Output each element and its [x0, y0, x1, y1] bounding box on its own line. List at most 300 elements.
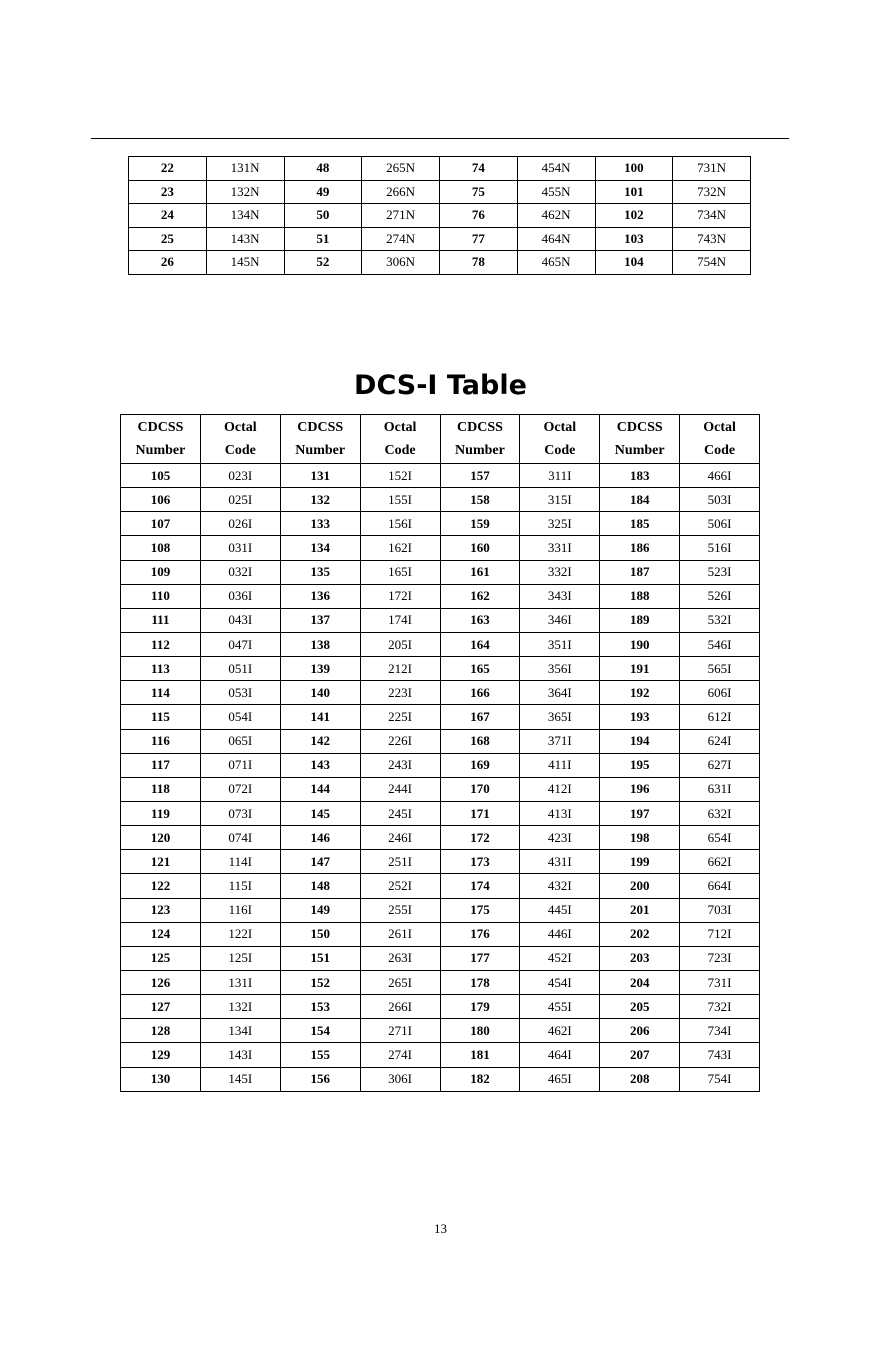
header-line-2: Code — [224, 443, 256, 458]
table-row — [121, 850, 760, 874]
octal-code-cell: 205I — [360, 632, 440, 656]
octal-code-cell: 731I — [680, 970, 760, 994]
header-line-1: Octal — [383, 420, 417, 435]
cdcss-number-cell: 115 — [121, 705, 201, 729]
octal-code-cell: 516I — [680, 536, 760, 560]
cdcss-number-cell: 102 — [595, 204, 673, 228]
cdcss-number-cell: 160 — [440, 536, 520, 560]
table-row — [121, 464, 760, 488]
table-row — [121, 777, 760, 801]
dcs-i-table — [120, 414, 760, 1092]
cdcss-number-cell: 197 — [600, 801, 680, 825]
octal-code-cell: 174I — [360, 608, 440, 632]
octal-code-cell: 754I — [680, 1067, 760, 1091]
cdcss-number-cell: 22 — [129, 157, 207, 181]
table-row — [121, 560, 760, 584]
cdcss-number-cell: 191 — [600, 657, 680, 681]
octal-code-cell: 654I — [680, 826, 760, 850]
table-row — [121, 584, 760, 608]
octal-code-cell: 245I — [360, 801, 440, 825]
cdcss-number-cell: 74 — [440, 157, 518, 181]
octal-code-cell: 074I — [200, 826, 280, 850]
header-line-1: Octal — [703, 420, 736, 435]
octal-code-cell: 454N — [517, 157, 595, 181]
octal-code-cell: 412I — [520, 777, 600, 801]
cdcss-number-cell: 173 — [440, 850, 520, 874]
table-row — [129, 157, 751, 181]
cdcss-number-cell: 25 — [129, 227, 207, 251]
octal-code-cell: 032I — [200, 560, 280, 584]
table-row — [121, 512, 760, 536]
table-row — [129, 251, 751, 275]
cdcss-number-cell: 103 — [595, 227, 673, 251]
octal-code-cell: 734I — [680, 1019, 760, 1043]
octal-code-cell: 351I — [520, 632, 600, 656]
cdcss-number-cell: 141 — [280, 705, 360, 729]
octal-code-cell: 162I — [360, 536, 440, 560]
octal-code-cell: 732I — [680, 995, 760, 1019]
table-row — [121, 826, 760, 850]
table-row — [121, 1067, 760, 1091]
octal-code-cell: 266N — [362, 180, 440, 204]
cdcss-number-cell: 48 — [284, 157, 362, 181]
octal-code-cell: 734N — [673, 204, 751, 228]
octal-code-cell: 047I — [200, 632, 280, 656]
octal-code-cell: 365I — [520, 705, 600, 729]
cdcss-number-cell: 145 — [280, 801, 360, 825]
octal-code-cell: 255I — [360, 898, 440, 922]
octal-code-cell: 445I — [520, 898, 600, 922]
cdcss-number-cell: 177 — [440, 946, 520, 970]
octal-code-cell: 132N — [206, 180, 284, 204]
cdcss-number-cell: 150 — [280, 922, 360, 946]
octal-code-cell: 454I — [520, 970, 600, 994]
cdcss-number-cell: 50 — [284, 204, 362, 228]
cdcss-number-cell: 137 — [280, 608, 360, 632]
cdcss-number-header — [121, 415, 201, 464]
octal-code-cell: 131I — [200, 970, 280, 994]
cdcss-number-cell: 142 — [280, 729, 360, 753]
cdcss-number-cell: 119 — [121, 801, 201, 825]
octal-code-cell: 051I — [200, 657, 280, 681]
cdcss-number-cell: 202 — [600, 922, 680, 946]
table-row — [129, 227, 751, 251]
table-row — [121, 922, 760, 946]
cdcss-number-cell: 105 — [121, 464, 201, 488]
cdcss-number-cell: 154 — [280, 1019, 360, 1043]
cdcss-number-cell: 170 — [440, 777, 520, 801]
cdcss-number-cell: 205 — [600, 995, 680, 1019]
octal-code-cell: 325I — [520, 512, 600, 536]
cdcss-number-cell: 195 — [600, 753, 680, 777]
cdcss-number-cell: 200 — [600, 874, 680, 898]
cdcss-number-cell: 159 — [440, 512, 520, 536]
octal-code-cell: 565I — [680, 657, 760, 681]
cdcss-number-cell: 152 — [280, 970, 360, 994]
cdcss-number-cell: 107 — [121, 512, 201, 536]
cdcss-number-cell: 146 — [280, 826, 360, 850]
octal-code-cell: 503I — [680, 488, 760, 512]
octal-code-cell: 532I — [680, 608, 760, 632]
page-number: 13 — [434, 1221, 447, 1236]
octal-code-cell: 226I — [360, 729, 440, 753]
octal-code-cell: 413I — [520, 801, 600, 825]
cdcss-number-cell: 140 — [280, 681, 360, 705]
dcs-i-table-title: DCS-I Table — [354, 370, 527, 401]
octal-code-cell: 116I — [200, 898, 280, 922]
table-row — [129, 180, 751, 204]
octal-code-cell: 043I — [200, 608, 280, 632]
octal-code-cell: 065I — [200, 729, 280, 753]
header-line-2: Code — [704, 443, 736, 458]
cdcss-number-cell: 147 — [280, 850, 360, 874]
octal-code-cell: 054I — [200, 705, 280, 729]
octal-code-cell: 466I — [680, 464, 760, 488]
cdcss-number-cell: 129 — [121, 1043, 201, 1067]
octal-code-cell: 114I — [200, 850, 280, 874]
cdcss-number-cell: 166 — [440, 681, 520, 705]
octal-code-cell: 465I — [520, 1067, 600, 1091]
octal-code-cell: 145N — [206, 251, 284, 275]
cdcss-number-cell: 111 — [121, 608, 201, 632]
header-line-1: CDCSS — [456, 420, 503, 435]
table-row — [121, 801, 760, 825]
cdcss-number-cell: 143 — [280, 753, 360, 777]
cdcss-number-cell: 122 — [121, 874, 201, 898]
octal-code-cell: 332I — [520, 560, 600, 584]
octal-code-cell: 071I — [200, 753, 280, 777]
cdcss-number-cell: 156 — [280, 1067, 360, 1091]
octal-code-cell: 446I — [520, 922, 600, 946]
table-row — [121, 657, 760, 681]
cdcss-number-cell: 206 — [600, 1019, 680, 1043]
cdcss-number-cell: 179 — [440, 995, 520, 1019]
cdcss-number-cell: 114 — [121, 681, 201, 705]
octal-code-cell: 627I — [680, 753, 760, 777]
cdcss-number-cell: 120 — [121, 826, 201, 850]
header-line-1: CDCSS — [137, 420, 184, 435]
cdcss-number-cell: 204 — [600, 970, 680, 994]
cdcss-number-cell: 178 — [440, 970, 520, 994]
octal-code-cell: 311I — [520, 464, 600, 488]
octal-code-cell: 411I — [520, 753, 600, 777]
cdcss-number-cell: 110 — [121, 584, 201, 608]
cdcss-number-cell: 116 — [121, 729, 201, 753]
octal-code-cell: 265N — [362, 157, 440, 181]
octal-code-cell: 743I — [680, 1043, 760, 1067]
cdcss-number-cell: 201 — [600, 898, 680, 922]
octal-code-cell: 122I — [200, 922, 280, 946]
octal-code-cell: 266I — [360, 995, 440, 1019]
octal-code-cell: 172I — [360, 584, 440, 608]
header-line-2: Number — [295, 443, 346, 458]
cdcss-number-cell: 123 — [121, 898, 201, 922]
octal-code-cell: 431I — [520, 850, 600, 874]
cdcss-number-cell: 148 — [280, 874, 360, 898]
cdcss-number-cell: 207 — [600, 1043, 680, 1067]
octal-code-cell: 145I — [200, 1067, 280, 1091]
cdcss-number-cell: 183 — [600, 464, 680, 488]
cdcss-number-cell: 124 — [121, 922, 201, 946]
octal-code-cell: 662I — [680, 850, 760, 874]
octal-code-cell: 263I — [360, 946, 440, 970]
cdcss-number-cell: 121 — [121, 850, 201, 874]
cdcss-number-cell: 109 — [121, 560, 201, 584]
table-row — [121, 874, 760, 898]
cdcss-number-cell: 199 — [600, 850, 680, 874]
cdcss-number-cell: 161 — [440, 560, 520, 584]
octal-code-cell: 165I — [360, 560, 440, 584]
cdcss-number-cell: 149 — [280, 898, 360, 922]
cdcss-number-cell: 181 — [440, 1043, 520, 1067]
octal-code-cell: 244I — [360, 777, 440, 801]
cdcss-number-cell: 136 — [280, 584, 360, 608]
cdcss-number-cell: 198 — [600, 826, 680, 850]
cdcss-number-cell: 208 — [600, 1067, 680, 1091]
cdcss-number-header — [440, 415, 520, 464]
table-row — [121, 970, 760, 994]
octal-code-cell: 754N — [673, 251, 751, 275]
cdcss-number-cell: 194 — [600, 729, 680, 753]
octal-code-cell: 346I — [520, 608, 600, 632]
cdcss-number-cell: 125 — [121, 946, 201, 970]
octal-code-cell: 265I — [360, 970, 440, 994]
cdcss-number-cell: 196 — [600, 777, 680, 801]
cdcss-number-cell: 187 — [600, 560, 680, 584]
octal-code-header — [200, 415, 280, 464]
header-line-1: CDCSS — [297, 420, 344, 435]
dcs-i-table-body — [121, 464, 760, 1092]
octal-code-cell: 143I — [200, 1043, 280, 1067]
octal-code-cell: 712I — [680, 922, 760, 946]
octal-code-cell: 432I — [520, 874, 600, 898]
octal-code-cell: 156I — [360, 512, 440, 536]
cdcss-number-cell: 175 — [440, 898, 520, 922]
octal-code-cell: 664I — [680, 874, 760, 898]
cdcss-number-cell: 184 — [600, 488, 680, 512]
cdcss-number-header — [280, 415, 360, 464]
cdcss-number-cell: 162 — [440, 584, 520, 608]
cdcss-number-cell: 188 — [600, 584, 680, 608]
cdcss-number-cell: 164 — [440, 632, 520, 656]
octal-code-cell: 624I — [680, 729, 760, 753]
octal-code-cell: 455I — [520, 995, 600, 1019]
octal-code-cell: 152I — [360, 464, 440, 488]
octal-code-cell: 632I — [680, 801, 760, 825]
table-row — [129, 204, 751, 228]
cdcss-number-cell: 157 — [440, 464, 520, 488]
octal-code-cell: 743N — [673, 227, 751, 251]
octal-code-cell: 246I — [360, 826, 440, 850]
cdcss-number-cell: 151 — [280, 946, 360, 970]
dcs-n-table-body — [129, 157, 751, 275]
cdcss-number-header — [600, 415, 680, 464]
cdcss-number-cell: 128 — [121, 1019, 201, 1043]
cdcss-number-cell: 189 — [600, 608, 680, 632]
octal-code-cell: 723I — [680, 946, 760, 970]
cdcss-number-cell: 135 — [280, 560, 360, 584]
octal-code-cell: 306I — [360, 1067, 440, 1091]
octal-code-header — [360, 415, 440, 464]
cdcss-number-cell: 77 — [440, 227, 518, 251]
cdcss-number-cell: 190 — [600, 632, 680, 656]
octal-code-cell: 025I — [200, 488, 280, 512]
table-row — [121, 681, 760, 705]
octal-code-cell: 356I — [520, 657, 600, 681]
octal-code-cell: 465N — [517, 251, 595, 275]
cdcss-number-cell: 172 — [440, 826, 520, 850]
header-line-2: Number — [614, 443, 665, 458]
cdcss-number-cell: 126 — [121, 970, 201, 994]
octal-code-cell: 315I — [520, 488, 600, 512]
cdcss-number-cell: 134 — [280, 536, 360, 560]
octal-code-cell: 274N — [362, 227, 440, 251]
octal-code-header — [680, 415, 760, 464]
octal-code-cell: 225I — [360, 705, 440, 729]
octal-code-cell: 731N — [673, 157, 751, 181]
octal-code-cell: 455N — [517, 180, 595, 204]
cdcss-number-cell: 132 — [280, 488, 360, 512]
cdcss-number-cell: 78 — [440, 251, 518, 275]
cdcss-number-cell: 76 — [440, 204, 518, 228]
octal-code-cell: 423I — [520, 826, 600, 850]
cdcss-number-cell: 158 — [440, 488, 520, 512]
octal-code-cell: 523I — [680, 560, 760, 584]
header-rule — [91, 138, 789, 139]
octal-code-cell: 125I — [200, 946, 280, 970]
octal-code-cell: 131N — [206, 157, 284, 181]
octal-code-cell: 343I — [520, 584, 600, 608]
octal-code-cell: 371I — [520, 729, 600, 753]
octal-code-cell: 132I — [200, 995, 280, 1019]
octal-code-cell: 251I — [360, 850, 440, 874]
cdcss-number-cell: 139 — [280, 657, 360, 681]
cdcss-number-cell: 185 — [600, 512, 680, 536]
octal-code-cell: 271I — [360, 1019, 440, 1043]
cdcss-number-cell: 167 — [440, 705, 520, 729]
cdcss-number-cell: 138 — [280, 632, 360, 656]
octal-code-cell: 306N — [362, 251, 440, 275]
octal-code-cell: 031I — [200, 536, 280, 560]
octal-code-cell: 364I — [520, 681, 600, 705]
cdcss-number-cell: 101 — [595, 180, 673, 204]
cdcss-number-cell: 112 — [121, 632, 201, 656]
cdcss-number-cell: 176 — [440, 922, 520, 946]
header-line-1: Octal — [543, 420, 577, 435]
octal-code-cell: 462I — [520, 1019, 600, 1043]
table-row — [121, 705, 760, 729]
octal-code-cell: 464N — [517, 227, 595, 251]
octal-code-cell: 023I — [200, 464, 280, 488]
header-line-2: Number — [455, 443, 505, 458]
octal-code-cell: 026I — [200, 512, 280, 536]
cdcss-number-cell: 133 — [280, 512, 360, 536]
octal-code-cell: 243I — [360, 753, 440, 777]
cdcss-number-cell: 163 — [440, 608, 520, 632]
cdcss-number-cell: 180 — [440, 1019, 520, 1043]
octal-code-cell: 053I — [200, 681, 280, 705]
cdcss-number-cell: 169 — [440, 753, 520, 777]
octal-code-cell: 134I — [200, 1019, 280, 1043]
octal-code-cell: 464I — [520, 1043, 600, 1067]
cdcss-number-cell: 100 — [595, 157, 673, 181]
octal-code-cell: 134N — [206, 204, 284, 228]
octal-code-cell: 631I — [680, 777, 760, 801]
octal-code-cell: 274I — [360, 1043, 440, 1067]
cdcss-number-cell: 144 — [280, 777, 360, 801]
cdcss-number-cell: 182 — [440, 1067, 520, 1091]
cdcss-number-cell: 168 — [440, 729, 520, 753]
octal-code-cell: 073I — [200, 801, 280, 825]
cdcss-number-cell: 26 — [129, 251, 207, 275]
octal-code-cell: 606I — [680, 681, 760, 705]
octal-code-cell: 261I — [360, 922, 440, 946]
octal-code-cell: 452I — [520, 946, 600, 970]
header-line-1: Octal — [223, 420, 257, 435]
cdcss-number-cell: 174 — [440, 874, 520, 898]
cdcss-number-cell: 127 — [121, 995, 201, 1019]
cdcss-number-cell: 113 — [121, 657, 201, 681]
table-row — [121, 753, 760, 777]
octal-code-cell: 526I — [680, 584, 760, 608]
octal-code-cell: 223I — [360, 681, 440, 705]
octal-code-cell: 252I — [360, 874, 440, 898]
cdcss-number-cell: 106 — [121, 488, 201, 512]
table-row — [121, 995, 760, 1019]
table-row — [121, 632, 760, 656]
octal-code-cell: 506I — [680, 512, 760, 536]
cdcss-number-cell: 193 — [600, 705, 680, 729]
table-row — [121, 729, 760, 753]
octal-code-cell: 072I — [200, 777, 280, 801]
header-line-2: Code — [544, 443, 576, 458]
cdcss-number-cell: 130 — [121, 1067, 201, 1091]
cdcss-number-cell: 108 — [121, 536, 201, 560]
octal-code-header — [520, 415, 600, 464]
octal-code-cell: 155I — [360, 488, 440, 512]
cdcss-number-cell: 155 — [280, 1043, 360, 1067]
cdcss-number-cell: 75 — [440, 180, 518, 204]
cdcss-number-cell: 171 — [440, 801, 520, 825]
cdcss-number-cell: 153 — [280, 995, 360, 1019]
table-row — [121, 946, 760, 970]
cdcss-number-cell: 51 — [284, 227, 362, 251]
octal-code-cell: 703I — [680, 898, 760, 922]
cdcss-number-cell: 165 — [440, 657, 520, 681]
table-row — [121, 608, 760, 632]
octal-code-cell: 732N — [673, 180, 751, 204]
cdcss-number-cell: 49 — [284, 180, 362, 204]
cdcss-number-cell: 131 — [280, 464, 360, 488]
table-row — [121, 898, 760, 922]
cdcss-number-cell: 23 — [129, 180, 207, 204]
cdcss-number-cell: 203 — [600, 946, 680, 970]
octal-code-cell: 143N — [206, 227, 284, 251]
octal-code-cell: 546I — [680, 632, 760, 656]
octal-code-cell: 212I — [360, 657, 440, 681]
cdcss-number-cell: 24 — [129, 204, 207, 228]
dcs-n-table-continuation — [128, 156, 751, 275]
cdcss-number-cell: 52 — [284, 251, 362, 275]
table-row — [121, 488, 760, 512]
cdcss-number-cell: 192 — [600, 681, 680, 705]
cdcss-number-cell: 104 — [595, 251, 673, 275]
cdcss-number-cell: 186 — [600, 536, 680, 560]
octal-code-cell: 115I — [200, 874, 280, 898]
octal-code-cell: 462N — [517, 204, 595, 228]
octal-code-cell: 612I — [680, 705, 760, 729]
octal-code-cell: 331I — [520, 536, 600, 560]
